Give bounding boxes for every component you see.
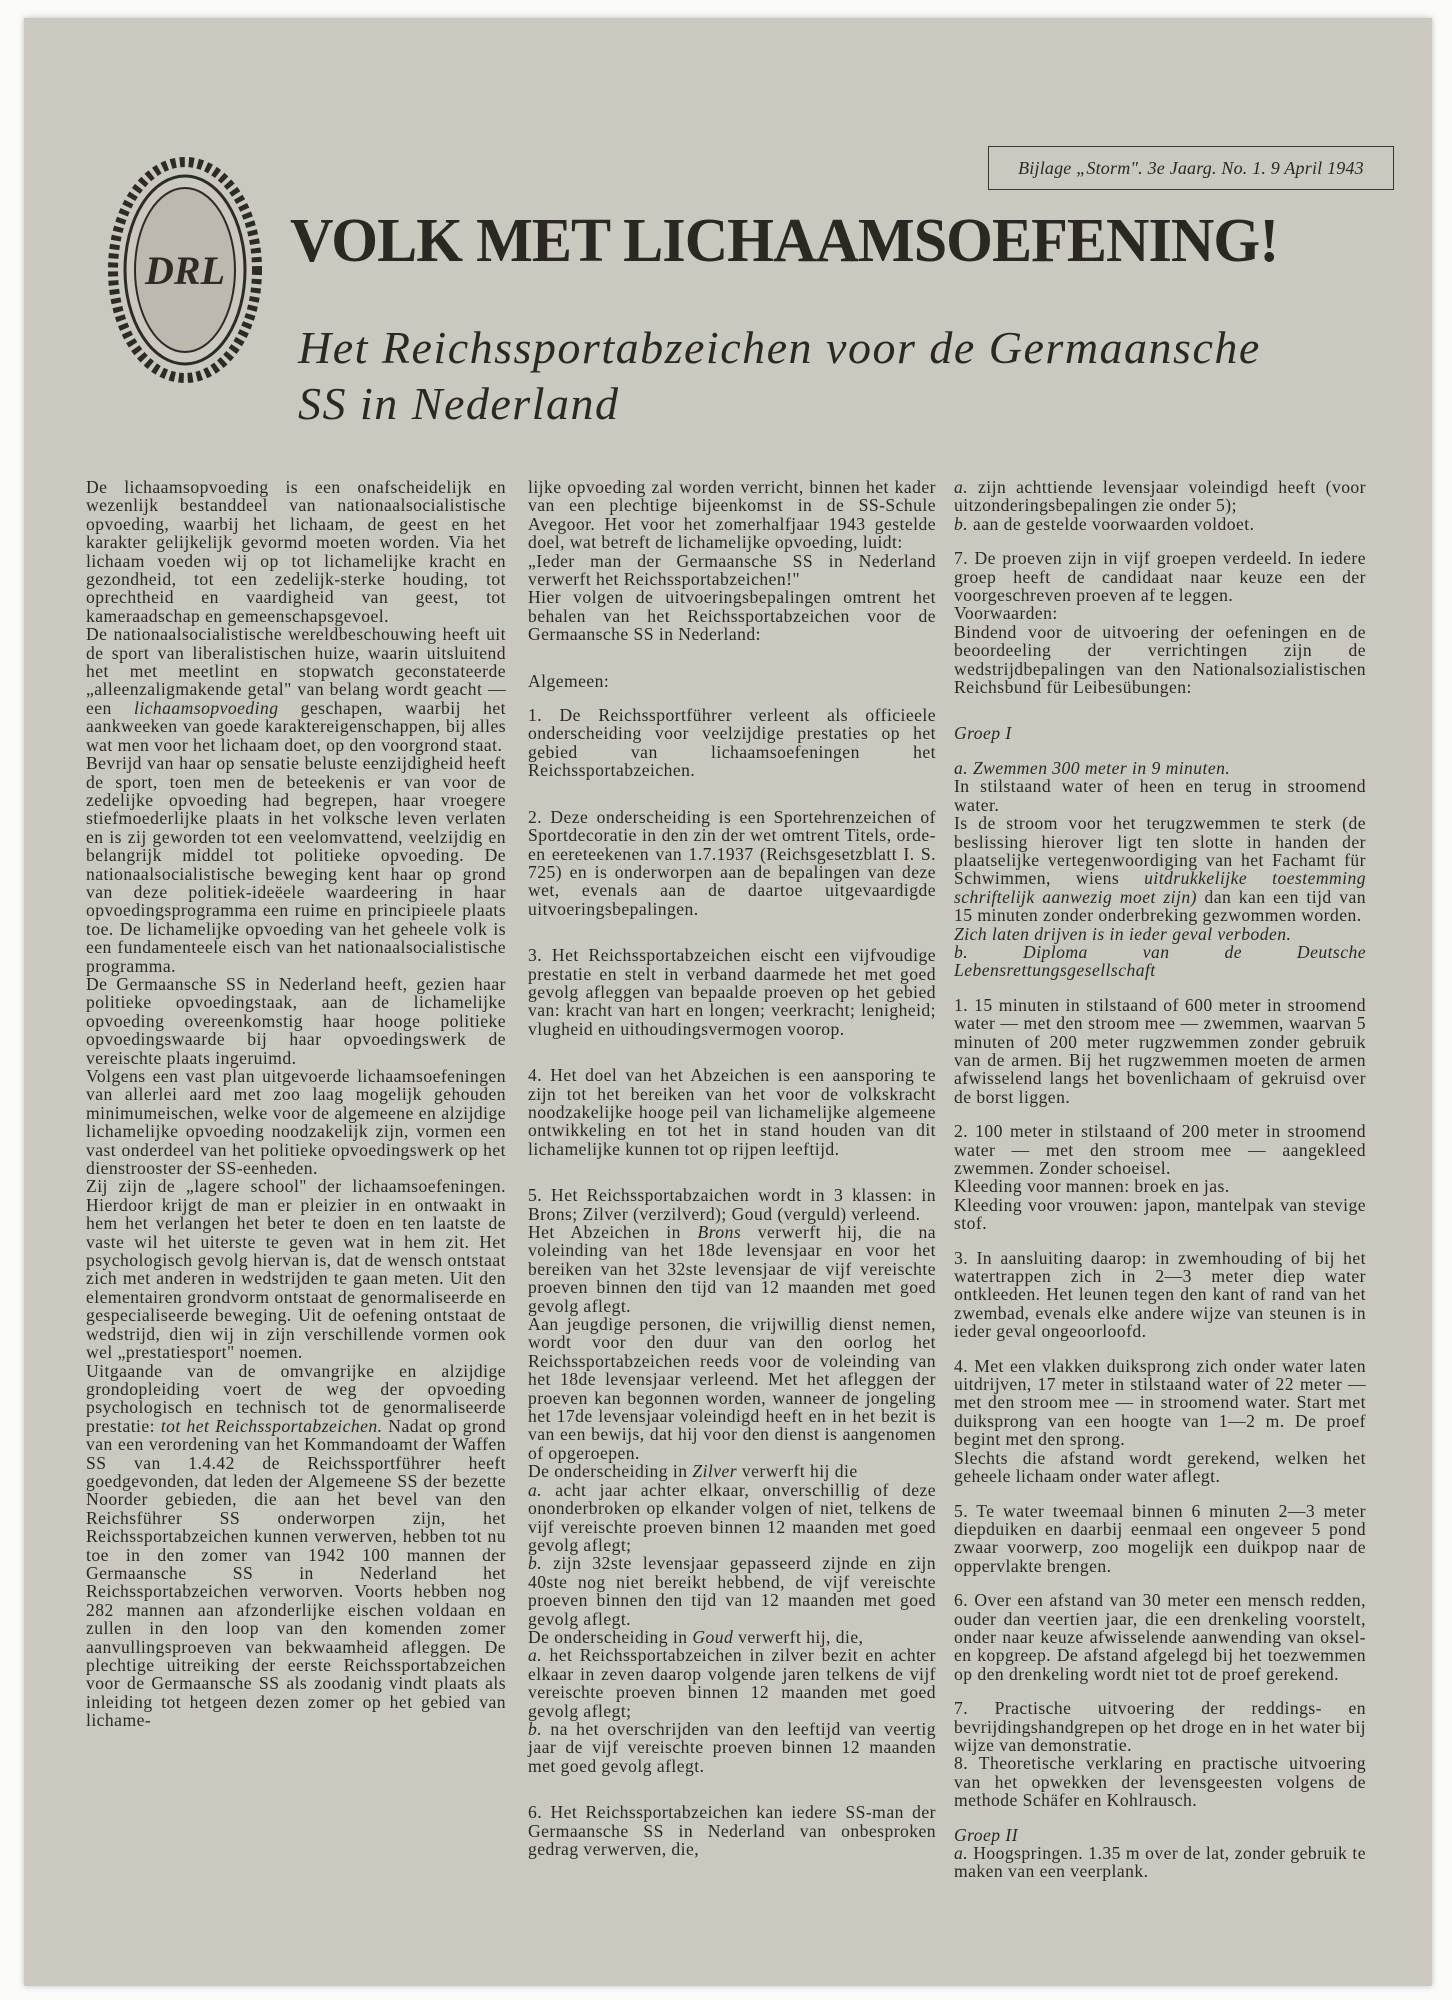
badge-emblem-icon <box>108 152 262 388</box>
text: De nationaalsocialistische wereldbeschouwing heeft uit de sport van liberalistischen huize, waarin uitsluitend het met meetlint en stopwatch geconstateerde „alleenzaligmakende getal" van belang wordt geacht — een <box>86 624 506 718</box>
paragraph <box>528 1628 936 1646</box>
text: Zij zijn de „lagere school" der lichaamsoefeningen. Hierdoor krijgt de man er pleizier in en ontwaakt in hem het verlangen het beter te doen en ten laatste de vaste wil het uiterste te geven wat in hem zit. Het psychologisch gevolg hiervan is, dat de wensch ontstaat zich met anderen in wedstrijden te gaan meten. Uit den elementairen grondvorm ontstaat de genormaliseerde en gespecialiseerde beweging. Uit de oefening ontstaat de wedstrijd, dien wij in zijn verschillende vormen ook wel „prestatiesport" noemen. <box>86 1176 506 1363</box>
paragraph <box>528 1186 936 1223</box>
italic-text: uitdrukkelijke toestemming schriftelijk aanwezig moet zijn) <box>954 868 1366 907</box>
paragraph <box>528 808 936 918</box>
italic-text: Zich laten drijven is in ieder geval verboden. <box>954 923 1292 944</box>
paragraph <box>954 996 1366 1106</box>
paragraph <box>954 1177 1366 1195</box>
text: 3. Het Reichssportabzeichen eischt een vijfvoudige prestatie en stelt in verband daarmede het met goed gevolg afleggen van bepaalde proeven op het gebied van: kracht van hart en longen; veerkracht; lenigheid; vlugheid en uithoudingsvermogen voorop. <box>528 945 936 1039</box>
text: „Ieder man der Germaansche SS in Nederland verwerft het Reichssportabzeichen!" <box>528 550 936 590</box>
text: 6. Het Reichssportabzeichen kan iedere SS-man der Germaansche SS in Nederland van onbesproken gedrag verwerven, die, <box>528 1802 936 1859</box>
subtitle <box>298 320 1388 432</box>
paragraph <box>954 814 1366 924</box>
paragraph <box>954 1357 1366 1449</box>
text: zijn 32ste levensjaar gepasseerd zijnde en zijn 40ste nog niet bereikt hebbend, de vijf vereischte proeven binnen den tijd van 12 maanden met goed gevolg aflegt. <box>528 1553 936 1629</box>
text: Aan jeugdige personen, die vrijwillig dienst nemen, wordt voor den duur van den oorlog het Reichssportabzeichen reeds voor de voleinding van het 18de levensjaar verleend. Met het afleggen der proeven kan begonnen worden, wanneer de jongeling het 17de levensjaar voleindigd heeft en in het bezit is van een bewijs, dat hij voor den dienst is aangenomen of opgeroepen. <box>528 1314 936 1463</box>
paragraph <box>954 1844 1366 1881</box>
text: De onderscheiding in <box>528 1461 693 1482</box>
text: 7. Practische uitvoering der reddings- en bevrijdingshandgrepen op het droge en in het water bij wijze van demonstratie. <box>954 1698 1366 1755</box>
text: Slechts die afstand wordt gerekend, welken het geheele lichaam onder water aflegt. <box>954 1447 1366 1487</box>
paragraph <box>954 1699 1366 1754</box>
paragraph <box>528 588 936 643</box>
text: zijn achttiende levensjaar voleindigd heeft (voor uitzonderingsbepalingen zie onder 5); <box>954 477 1366 516</box>
paragraph <box>954 1591 1366 1683</box>
paragraph <box>528 946 936 1038</box>
subtitle-line-1: Het Reichssportabzeichen voor de Germaansche <box>298 322 1261 373</box>
article-column-3 <box>954 478 1366 1881</box>
italic-text: b. Diploma van de Deutsche Lebensrettungsgesellschaft <box>954 941 1366 981</box>
italic-text: Groep II <box>954 1824 1019 1845</box>
text: acht jaar achter elkaar, onverschillig of deze ononderbroken op elkander volgen of niet, telkens de vijf vereischte proeven binnen 12 maanden met goed gevolg aflegt; <box>528 1479 936 1555</box>
paragraph <box>86 625 506 754</box>
text: Bevrijd van haar op sensatie beluste eenzijdigheid heeft de sport, toen men de beteekenis er van voor de zedelijke opvoeding had begrepen, haar vroegere stiefmoederlijke plaats in het volksche leven verlaten en is zij geworden tot een veelomvattend, veelzijdig en belangrijk middel tot politieke opvoeding. De nationaalsocialistische beweging kent haar op grond van deze politiek-ideëele waardeering in haar opvoedingsprogramma een ruime en principieele plaats toe. De lichamelijke opvoeding van het geheele volk is een fundamenteele eisch van het nationaalsocialistische programma. <box>86 753 506 976</box>
text: De lichaamsopvoeding is een onafscheidelijk en wezenlijk bestanddeel van nationaalsocialistische opvoeding, waarbij het lichaam, de geest en het karakter gelijkelijk gevormd moeten worden. Via het lichaam voeden wij op tot lichamelijke kracht en gezondheid, tot een zedelijk-sterke houding, tot oprechtheid en vaardigheid van geest, tot kameraadschap en gemeenschapsgevoel. <box>86 477 506 626</box>
text: Is de stroom voor het terugzwemmen te sterk (de beslissing hierover ligt ten slotte in handen der plaatselijke vertegenwoordiging van het Fachamt für Schwimmen, wiens <box>954 813 1366 889</box>
article-column-2 <box>528 478 936 1858</box>
paragraph <box>528 1720 936 1775</box>
text: verwerft hij die <box>737 1461 858 1482</box>
paragraph <box>528 1315 936 1462</box>
paragraph <box>954 1122 1366 1177</box>
text: Het Abzeichen in <box>528 1222 698 1242</box>
paragraph <box>954 604 1366 622</box>
paragraph <box>954 1502 1366 1576</box>
italic-text: a. Zwemmen 300 meter in 9 minuten. <box>954 757 1231 778</box>
paragraph <box>86 478 506 625</box>
paragraph <box>86 975 506 1067</box>
text: 4. Het doel van het Abzeichen is een aansporing te zijn tot het bereiken van het voor de volkskracht noodzakelijke hooge peil van lichamelijke algemeene ontwikkeling en tot het in stand houden van dit lichamelijke kunnen tot op rijpen leeftijd. <box>528 1065 936 1159</box>
text: 2. Deze onderscheiding is een Sportehrenzeichen of Sportdecoratie in den zin der wet omtrent Titels, orde- en eereteekenen van 1.7.1937 (Reichsgesetzblatt I. S. 725) en is onderworpen aan de bepalingen van deze wet, evenals aan de daartoe uitgevaardigde uitvoeringsbepalingen. <box>528 806 936 919</box>
page-title: VOLK MET LICHAAMSOEFENING! <box>290 207 1279 275</box>
text: Hier volgen de uitvoeringsbepalingen omtrent het behalen van het Reichssportabzeichen voor de Germaansche SS in Nederland: <box>528 587 936 645</box>
paragraph <box>954 1826 1366 1844</box>
paragraph <box>954 777 1366 814</box>
text: dan kan een tijd van 15 minuten zonder onderbreking gezwommen worden. <box>954 886 1366 926</box>
text: 1. 15 minuten in stilstaand of 600 meter in stroomend water — met den stroom mee — zwemmen, waarvan 5 minuten of 200 meter rugzwemmen zonder gebruik van de armen. Bij het rugzwemmen moeten de armen afwisselend langs het bovenlichaam of gekruisd over de borst liggen. <box>954 994 1366 1107</box>
paragraph <box>954 943 1366 980</box>
text: Volgens een vast plan uitgevoerde lichaamsoefeningen van allerlei aard met zoo laag mogelijk gehouden minimumeischen, welke voor de algemeene en alzijdige lichamelijke opvoeding noodzakelijk zijn, vormen een vast onderdeel van het politieke opvoedingswerk op het dienstrooster der SS-eenheden. <box>86 1066 506 1179</box>
paragraph <box>528 1066 936 1158</box>
italic-text: a. <box>954 1843 969 1863</box>
italic-text: b. <box>528 1718 543 1739</box>
paragraph <box>954 623 1366 697</box>
italic-text: Zilver <box>692 1461 738 1482</box>
paragraph <box>86 1067 506 1177</box>
paragraph <box>528 1554 936 1628</box>
paragraph <box>954 724 1366 742</box>
paragraph <box>954 1249 1366 1341</box>
paragraph <box>954 515 1366 533</box>
paragraph <box>954 549 1366 604</box>
text: verwerft hij, die na voleinding van het 18de levensjaar en voor het bereiken van het 32ste levensjaar de vijf vereischte proeven binnen den tijd van 12 maanden met goed gevolg aflegt. <box>528 1222 936 1316</box>
paragraph <box>86 1362 506 1730</box>
italic-text: lichaamsopvoeding <box>133 697 279 718</box>
svg-text:DRL: DRL <box>145 248 225 293</box>
paragraph <box>954 1449 1366 1486</box>
text: lijke opvoeding zal worden verricht, binnen het kader van een plechtige bijeenkomst in de SS-Schule Avegoor. Het voor het zomerhalfjaar 1943 gestelde doel, wat betreft de lichamelijke opvoeding, luidt: <box>528 477 936 553</box>
subtitle-line-2: SS in Nederland <box>298 378 620 429</box>
italic-text: b. <box>528 1553 543 1574</box>
italic-text: b. <box>954 513 969 534</box>
paragraph <box>528 1481 936 1555</box>
italic-text: Brons <box>697 1222 742 1242</box>
text: na het overschrijden van den leeftijd van veertig jaar de vijf vereischte proeven binnen 12 maanden met goed gevolg aflegt. <box>528 1718 936 1776</box>
text: 4. Met een vlakken duiksprong zich onder water laten uitdrijven, 17 meter in stilstaand water of 22 meter — met den stroom mee — in stroomend water. Start met duiksprong van een hoogte van 1—2 m. De proef begint met den sprong. <box>954 1355 1366 1450</box>
paragraph <box>86 754 506 975</box>
text: Uitgaande van de omvangrijke en alzijdige grondopleiding voert de weg der opvoeding psychologisch en technisch tot de genormaliseerde prestatie: <box>86 1360 506 1436</box>
text: 8. Theoretische verklaring en practische uitvoering van het opwekken der levensgeesten volgens de methode Schäfer en Kohlrausch. <box>954 1753 1366 1811</box>
text: 1. De Reichssportführer verleent als officieele onderscheiding voor veelzijdige prestaties op het gebied van lichaamsoefeningen het Reichssportabzeichen. <box>528 705 936 781</box>
text: 6. Over een afstand van 30 meter een mensch redden, ouder dan veertien jaar, die een drenkeling voorstelt, onder naar keuze afwisselende aanwending van oksel- en kopgreep. De afstand afgelegd bij het toezwemmen op den drenkeling wordt niet tot de proef gerekend. <box>954 1590 1366 1684</box>
text: 5. Te water tweemaal binnen 6 minuten 2—3 meter diepduiken en daarbij eenmaal een ongeveer 5 pond zwaar voorwerp, zoo mogelijk een duikpop naar de oppervlakte brengen. <box>954 1500 1366 1576</box>
issue-line: Bijlage „Storm". 3e Jaarg. No. 1. 9 April 1943 <box>1018 157 1364 178</box>
italic-text: a. <box>528 1479 543 1500</box>
paragraph <box>954 1754 1366 1809</box>
paragraph <box>954 759 1366 777</box>
text: Kleeding voor mannen: broek en jas. <box>954 1176 1230 1197</box>
paragraph <box>528 478 936 552</box>
paragraph <box>528 1462 936 1480</box>
text: 7. De proeven zijn in vijf groepen verdeeld. In iedere groep heeft de candidaat naar keuze een der voorgeschreven proeven af te leggen. <box>954 548 1366 606</box>
text: Voorwaarden: <box>954 603 1058 624</box>
paragraph <box>86 1177 506 1361</box>
italic-text: a. <box>954 477 969 497</box>
text: 3. In aansluiting daarop: in zwemhouding of bij het watertrappen zich in 2—3 meter diep water ontkleeden. Het leunen tegen den kant of rand van het zwembad, evenals elke andere wijze van steunen is in ieder geval ongeoorloofd. <box>954 1247 1366 1342</box>
paragraph <box>528 706 936 780</box>
text: het Reichssportabzeichen in zilver bezit en achter elkaar in zeven daarop volgende jaren telkens de vijf vereischte proeven binnen 12 maanden met goed gevolg aflegt; <box>528 1645 936 1721</box>
text: Hoogspringen. 1.35 m over de lat, zonder gebruik te maken van een veerplank. <box>954 1843 1366 1882</box>
text: verwerft hij, die, <box>733 1626 864 1647</box>
italic-text: tot het Reichssportabzeichen. <box>160 1415 383 1436</box>
italic-text: Groep I <box>954 723 1012 744</box>
paragraph <box>528 1803 936 1858</box>
text: 2. 100 meter in stilstaand of 200 meter in stroomend water — met den stroom mee — aangekleed zwemmen. Zonder schoeisel. <box>954 1121 1366 1178</box>
paragraph <box>528 1223 936 1315</box>
paragraph <box>954 925 1366 943</box>
leaflet-page <box>24 18 1432 1986</box>
paragraph <box>954 478 1366 515</box>
issue-reference <box>988 146 1394 190</box>
text: Bindend voor de uitvoering der oefeningen en de beoordeeling der verrichtingen zijn de wedstrijdbepalingen van den Nationalsozialistischen Reichsbund für Leibesübungen: <box>954 621 1366 698</box>
text: aan de gestelde voorwaarden voldoet. <box>968 513 1255 534</box>
article-column-1 <box>86 478 506 1730</box>
paragraph <box>528 672 936 690</box>
italic-text: a. <box>528 1645 543 1666</box>
text: Algemeen: <box>528 670 610 691</box>
paragraph <box>528 552 936 589</box>
paragraph <box>954 1196 1366 1233</box>
text: De Germaansche SS in Nederland heeft, gezien haar politieke opvoedingstaak, aan de lichamelijke opvoeding overeenkomstig haar hooge politieke opvoedingswaarde bij haar opvoedingswerk de vereischte plaats ingeruimd. <box>86 973 506 1068</box>
text: De onderscheiding in <box>528 1626 693 1647</box>
text: geschapen, waarbij het aankweeken van goede karaktereigenschappen, bij alles wat men voor het lichaam doet, op den voorgrond staat. <box>86 697 506 755</box>
paragraph <box>528 1646 936 1720</box>
text: Nadat op grond van een verordening van het Kommandoamt der Waffen SS van 1.4.42 de Reichssportführer heeft goedgevonden, dat leden der Algemeene SS der bezette Noorder gebieden, die aan het bevel van den Reichsführer SS onderworpen zijn, het Reichssportabzeichen kunnen verwerven, hebben tot nu toe in den zomer van 1942 100 mannen der Germaansche SS in Nederland het Reichssportabzeichen verworven. Voorts hebben nog 282 mannen aan afzonderlijke eischen voldaan en zullen in den loop van den komenden zomer aanvullingsproeven van bekwaamheid afleggen. De plechtige uitreiking der eerste Reichssportabzeichen voor de Germaansche SS als zoodanig vindt plaats als inleiding tot hetgeen dezen zomer op het gebied van lichame- <box>86 1415 506 1731</box>
italic-text: Goud <box>692 1626 734 1647</box>
text: Kleeding voor vrouwen: japon, mantelpak van stevige stof. <box>954 1194 1366 1234</box>
text: 5. Het Reichssportabzaichen wordt in 3 klassen: in Brons; Zilver (verzilverd); Goud (verguld) verleend. <box>528 1185 936 1224</box>
text: In stilstaand water of heen en terug in stroomend water. <box>954 776 1366 815</box>
